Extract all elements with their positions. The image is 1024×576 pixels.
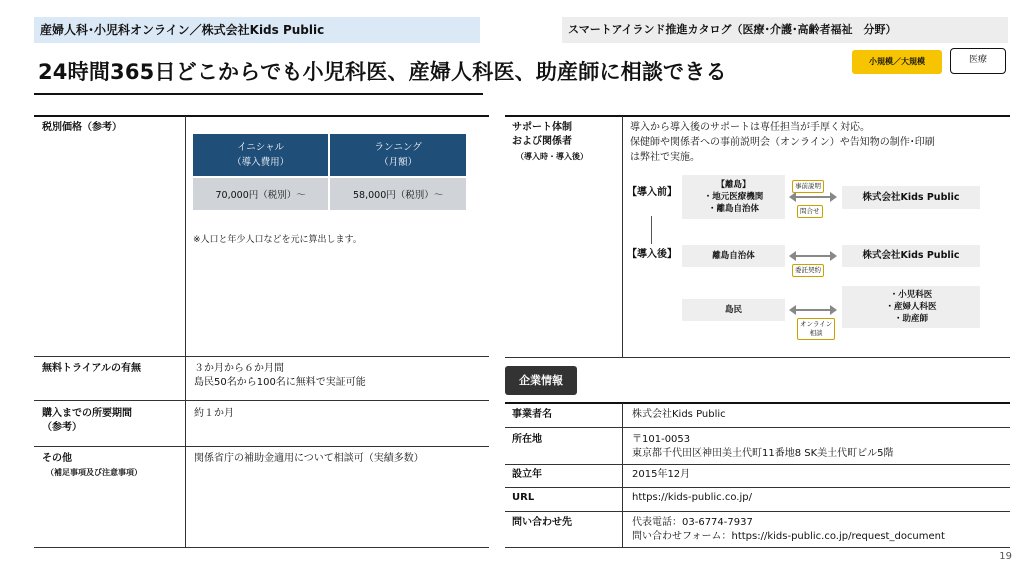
- box-island-municipality: 離島自治体: [682, 245, 785, 267]
- support-sublabel: （導入時・導入後）: [516, 152, 588, 161]
- support-divider: [622, 116, 623, 358]
- box-island-stakeholders: [682, 175, 785, 219]
- price-note: ※人口と年少人口などを元に算出します。: [193, 235, 362, 245]
- specialist-1: ・小児科医: [889, 290, 933, 300]
- phase-after-label: 【導入後】: [627, 249, 677, 260]
- tag-online-line-2: 相談: [809, 329, 823, 337]
- support-desc-1: 導入から導入後のサポートは専任担当が手厚く対応。: [630, 122, 870, 133]
- address-postal: 〒101-0053: [632, 434, 691, 445]
- tag-online-line-1: オンライン: [800, 320, 833, 328]
- arrow-before: [795, 196, 831, 198]
- row-rule: [34, 356, 489, 357]
- support-desc-3: は弊社で実施。: [630, 152, 700, 163]
- price-label: 税別価格（参考）: [42, 122, 122, 133]
- contact-form[interactable]: 問い合わせフォーム：https://kids-public.co.jp/request_document: [632, 531, 945, 542]
- price-value-running: 58,000円（税別）～: [329, 177, 467, 210]
- price-table: [193, 134, 468, 210]
- trial-line-1: ３か月から６か月間: [194, 363, 284, 374]
- box-island-line-2: ・地元医療機関: [703, 192, 764, 202]
- company-bottom-rule: [505, 547, 1010, 548]
- contact-phone: 代表電話：03-6774-7937: [632, 517, 753, 528]
- trial-label: 無料トライアルの有無: [42, 363, 141, 374]
- price-header-initial-text: イニシャル （導入費用）: [232, 142, 290, 168]
- support-label-1: サポート体制: [512, 122, 572, 133]
- other-sublabel: （補足事項及び注意事項）: [46, 468, 142, 477]
- row-rule: [505, 464, 1010, 465]
- other-label: その他: [42, 453, 72, 464]
- title-underline: [34, 93, 483, 95]
- tag-pre-briefing: 事前説明: [792, 180, 824, 193]
- founded-value: 2015年12月: [632, 469, 691, 480]
- category-badge: 医療: [950, 48, 1006, 74]
- company-name-value: 株式会社Kids Public: [632, 409, 726, 420]
- tag-online-consult: [797, 318, 835, 340]
- tag-inquiry: 問合せ: [797, 205, 823, 218]
- row-rule: [34, 446, 489, 447]
- founded-label: 設立年: [512, 469, 542, 480]
- specialist-2: ・産婦人科医: [885, 302, 937, 312]
- phase-before-label: 【導入前】: [627, 187, 677, 198]
- page-title: 24時間365日どこからでも小児科医、産婦人科医、助産師に相談できる: [38, 60, 727, 84]
- service-tag: 産婦人科･小児科オンライン／株式会社Kids Public: [34, 17, 480, 43]
- price-header-initial: [193, 134, 329, 177]
- address-label: 所在地: [512, 434, 542, 445]
- left-table-divider: [185, 116, 186, 547]
- support-top-rule: [505, 115, 1010, 117]
- page-number: 19: [999, 551, 1012, 562]
- tag-contract: 委託契約: [792, 264, 824, 277]
- scale-badge: 小規模／大規模: [852, 50, 942, 74]
- left-table-top-rule: [34, 115, 489, 117]
- contact-label: 問い合わせ先: [512, 517, 572, 528]
- lead-time-value: 約１か月: [194, 408, 234, 419]
- specialist-3: ・助産師: [893, 314, 928, 324]
- box-island-line-3: ・離島自治体: [707, 204, 759, 214]
- url-label: URL: [512, 492, 535, 503]
- lead-time-label: 購入までの所要期間: [42, 408, 132, 419]
- company-top-rule: [505, 402, 1010, 404]
- arrow-after: [795, 255, 831, 257]
- box-kids-public-after: 株式会社Kids Public: [842, 245, 980, 267]
- row-rule: [505, 511, 1010, 512]
- support-desc-2: 保健師や関係者への事前説明会（オンライン）や告知物の制作･印刷: [630, 137, 935, 148]
- row-rule: [34, 400, 489, 401]
- url-link[interactable]: https://kids-public.co.jp/: [632, 492, 752, 503]
- box-kids-public-before: 株式会社Kids Public: [842, 186, 980, 209]
- address-street: 東京都千代田区神田美土代町11番地8 SK美土代町ビル5階: [632, 448, 894, 459]
- phase-connector: [651, 216, 652, 244]
- lead-time-sublabel: （参考）: [42, 422, 82, 433]
- other-value: 関係省庁の補助金適用について相談可（実績多数）: [194, 453, 424, 464]
- trial-line-2: 島民50名から100名に無料で実証可能: [194, 377, 366, 388]
- row-rule: [505, 427, 1010, 428]
- catalog-tag: スマートアイランド推進カタログ（医療･介護･高齢者福祉 分野）: [562, 17, 1008, 43]
- box-island-line-1: 【離島】: [716, 180, 751, 190]
- arrow-consult: [795, 309, 831, 311]
- left-table-bottom-rule: [34, 547, 489, 548]
- box-islanders: 島民: [682, 299, 785, 321]
- price-header-running-text: ランニング （月額）: [374, 142, 422, 168]
- support-bottom-rule: [505, 357, 1010, 358]
- support-label-2: および関係者: [512, 136, 572, 147]
- company-divider: [622, 403, 623, 548]
- company-info-badge: 企業情報: [505, 366, 577, 395]
- price-value-initial: 70,000円（税別）～: [193, 177, 329, 210]
- box-specialists: [842, 286, 980, 328]
- company-name-label: 事業者名: [512, 409, 552, 420]
- row-rule: [505, 487, 1010, 488]
- price-header-running: [329, 134, 467, 177]
